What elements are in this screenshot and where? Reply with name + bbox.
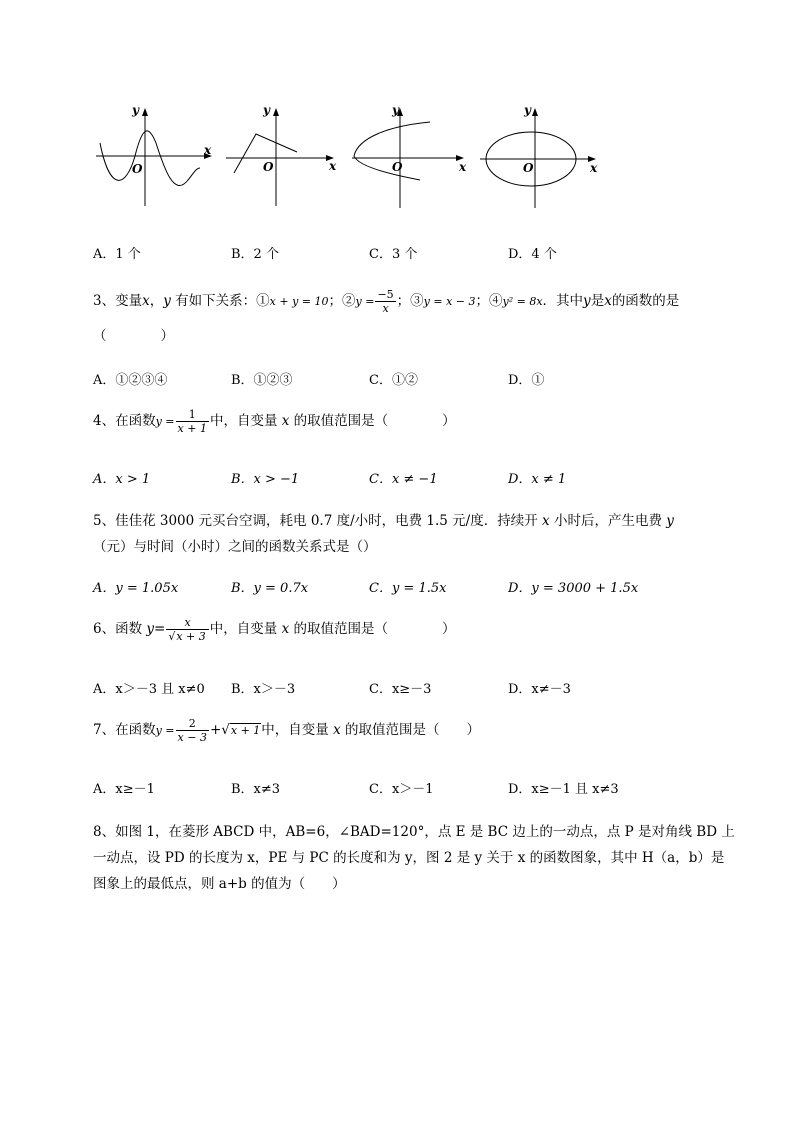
q4-option-c[interactable]: C．x ≠ −1 (369, 472, 438, 487)
q7-option-c[interactable]: C．x＞－1 (369, 782, 434, 797)
graph-ellipse-y-label: y (524, 103, 531, 117)
q6-option-c[interactable]: C．x≥－3 (369, 682, 432, 697)
q4-option-a[interactable]: A．x > 1 (93, 472, 151, 487)
graph-sine-x-label: x (204, 143, 212, 157)
q3-option-a[interactable]: A．①②③④ (93, 373, 168, 388)
graph-ellipse-origin-label: O (523, 161, 534, 175)
q6-stem: 6、函数 y= $\frac{x}{√x + 3}$ 中，自变量 x 的取值范围是（ ） (93, 616, 456, 643)
graph-ellipse-x-label: x (590, 161, 598, 175)
q5-stem-line2: （元）与时间（小时）之间的函数关系式是（） (93, 539, 377, 555)
q7-option-d[interactable]: D．x≥－1 且 x≠3 (508, 782, 619, 797)
q7-sqrt: √x + 1 (221, 722, 261, 738)
graph-broken-line-x-label: x (329, 159, 337, 173)
graph-parabola (348, 98, 473, 210)
graph-sine (90, 98, 220, 210)
q6-option-b[interactable]: B．x＞－3 (231, 682, 296, 697)
q3-fraction: $\frac{-5}{x}$ (377, 288, 394, 315)
q7-option-b[interactable]: B．x≠3 (231, 782, 281, 797)
graph-sine-origin-label: O (132, 162, 143, 176)
q2-option-c[interactable]: C．3 个 (369, 247, 418, 262)
graph-broken-line-origin-label: O (263, 160, 274, 174)
q2-option-b[interactable]: B．2 个 (231, 247, 279, 262)
graph-parabola-y-label: y (392, 103, 399, 117)
q8-stem-line2: 一动点，设 PD 的长度为 x，PE 与 PC 的长度和为 y，图 2 是 y 关于 x 的函数图象，其中 H（a，b）是 (93, 850, 725, 866)
q4-option-b[interactable]: B．x > −1 (231, 472, 300, 487)
q7-fraction: $\frac{2}{x - 3}$ (177, 717, 207, 744)
q3-answer-paren[interactable]: （ ） (93, 328, 174, 344)
q6-option-d[interactable]: D．x≠－3 (508, 682, 571, 697)
graph-sine-y-label: y (132, 103, 139, 117)
q5-option-b[interactable]: B．y = 0.7x (231, 581, 309, 596)
q4-stem: 4、在函数y = $\frac{1}{x + 1}$ 中，自变量 x 的取值范围是（ ） (93, 408, 456, 435)
graph-parabola-x-label: x (459, 160, 467, 174)
q2-option-a[interactable]: A．1 个 (93, 247, 141, 262)
q8-stem-line1: 8、如图 1，在菱形 ABCD 中，AB=6，∠BAD=120°，点 E 是 BC 边上的一动点，点 P 是对角线 BD 上 (93, 824, 735, 840)
q6-option-a[interactable]: A．x＞－3 且 x≠0 (93, 682, 205, 697)
q5-stem-line1: 5、佳佳花 3000 元买台空调，耗电 0.7 度/小时，电费 1.5 元/度．持续开 x 小时后，产生电费 y (93, 513, 674, 529)
q3-option-b[interactable]: B．①②③ (231, 373, 293, 388)
graph-broken-line-y-label: y (263, 103, 270, 117)
q3-option-d[interactable]: D．① (508, 373, 545, 388)
q6-fraction: $\frac{x}{√x + 3}$ (166, 616, 208, 643)
graph-broken-line (222, 98, 347, 210)
q7-stem: 7、在函数y = $\frac{2}{x - 3}$ +√x + 1中，自变量 x 的取值范围是（ ） (93, 717, 481, 744)
q7-option-a[interactable]: A．x≥－1 (93, 782, 155, 797)
q4-fraction: $\frac{1}{x + 1}$ (177, 408, 207, 435)
q5-option-d[interactable]: D．y = 3000 + 1.5x (508, 581, 639, 596)
q3-option-c[interactable]: C．①② (369, 373, 418, 388)
q5-option-c[interactable]: C．y = 1.5x (369, 581, 447, 596)
q3-stem: 3、变量x，y 有如下关系：①x + y = 10；②y = $\frac{-5}{x}$ ；③y = x − 3；④y² = 8x．其中y是x的函数的是 (93, 288, 680, 315)
graph-parabola-origin-label: O (392, 160, 403, 174)
q5-option-a[interactable]: A．y = 1.05x (93, 581, 179, 596)
q8-stem-line3: 图象上的最低点，则 a+b 的值为（ ） (93, 876, 346, 892)
graph-ellipse (476, 98, 606, 210)
q4-option-d[interactable]: D．x ≠ 1 (508, 472, 567, 487)
q2-option-d[interactable]: D．4 个 (508, 247, 557, 262)
